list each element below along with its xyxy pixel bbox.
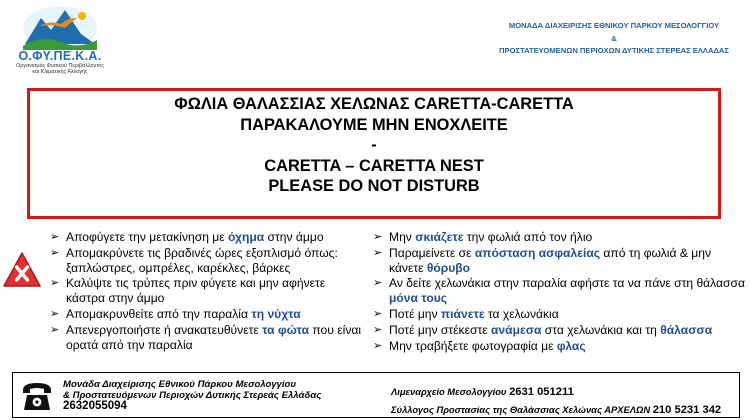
logo-subtitle-2: και Κλιματικής Αλλαγής: [32, 69, 88, 75]
port-authority-contact: Λιμεναρχείο Μεσολογγίου 2631 051211: [391, 386, 574, 398]
footer-org-phone: 2632055094: [63, 400, 127, 413]
rules-list-right: [372, 230, 746, 355]
arrow-bullet-icon: ➢: [373, 339, 383, 352]
archelon-contact: Σύλλογος Προστασίας της Θαλάσσιας Χελώνας ΑΡΧΕΛΩΝ 210 5231 342: [391, 404, 722, 416]
other-contacts: [391, 383, 721, 419]
notice-line-4: CARETTA – CARETTA NEST: [264, 156, 484, 175]
rule-item: ➢ Καλύψτε τις τρύπες πριν φύγετε και μην αφήνετε κάστρα στην άμμο: [50, 276, 326, 306]
arrow-bullet-icon: ➢: [373, 323, 383, 336]
warning-triangle-icon: [2, 251, 42, 289]
rule-item: ➢ Απομακρυνθείτε από την παραλία τη νύχτα: [50, 307, 301, 322]
rule-item: ➢ Απομακρύνετε τις βραδινές ώρες εξοπλισμό όπως: ξαπλώστρες, ομπρέλες, καρέκλες, βάρκες: [50, 245, 338, 275]
rule-item: ➢ Απενεργοποιήστε ή ανακατευθύνετε τα φώτα που είναι ορατά από την παραλία: [50, 322, 362, 352]
header-line-1: ΜΟΝΑΔΑ ΔΙΑΧΕΙΡΙΣΗΣ ΕΘΝΙΚΟΥ ΠΑΡΚΟΥ ΜΕΣΟΛΟΓΓΙΟΥ: [508, 21, 720, 30]
rule-item: ➢ Παραμείνετε σε απόσταση ασφαλείας από τη φωλιά & μην κάνετε θόρυβο: [373, 245, 711, 275]
rule-item: ➢ Ποτέ μην στέκεστε ανάμεσα στα χελωνάκια και τη θάλασσα: [373, 322, 713, 337]
arrow-bullet-icon: ➢: [50, 231, 60, 243]
header-line-3: ΠΡΟΣΤΑΤΕΥΟΜΕΝΩΝ ΠΕΡΙΟΧΩΝ ΔΥΤΙΚΗΣ ΣΤΕΡΕΑΣ ΕΛΛΑΔΑΣ: [499, 46, 729, 55]
telephone-icon: [20, 379, 54, 413]
rule-item: ➢ Αποφύγετε την μετακίνηση με όχημα στην άμμο: [50, 230, 324, 244]
notice-line-2: ΠΑΡΑΚΑΛΟΥΜΕ ΜΗΝ ΕΝΟΧΛΕΙΤΕ: [240, 115, 508, 134]
arrow-bullet-icon: ➢: [373, 246, 383, 259]
rule-item: ➢ Αν δείτε χελωνάκια στην παραλία αφήστε τα να πάνε στη θάλασσα μόνα τους: [373, 276, 745, 306]
arrow-bullet-icon: ➢: [373, 231, 383, 243]
rules-list-left: [49, 230, 367, 354]
footer-org-line-1: Μονάδα Διαχείρισης Εθνικού Πάρκου Μεσολογγίου: [63, 379, 297, 390]
rule-item: ➢ Μην σκιάζετε την φωλιά από τον ήλιο: [373, 230, 593, 244]
logo-subtitle-1: Οργανισμός Φυσικού Περιβάλλοντος: [16, 63, 104, 69]
notice-line-1: ΦΩΛΙΑ ΘΑΛΑΣΣΙΑΣ ΧΕΛΩΝΑΣ CARETTA-CARETTA: [174, 95, 574, 113]
ofypeka-logo: [8, 4, 112, 84]
logo-name: Ο.ΦΥ.ΠΕ.Κ.Α.: [18, 49, 102, 63]
arrow-bullet-icon: ➢: [373, 308, 383, 321]
management-unit-contact: [63, 379, 321, 413]
mountain-bird-emblem: [21, 4, 99, 50]
rule-item: ➢ Μην τραβήξετε φωτογραφία με φλας: [373, 338, 586, 353]
arrow-bullet-icon: ➢: [50, 323, 60, 336]
authority-header: [478, 20, 750, 58]
arrow-bullet-icon: ➢: [50, 308, 60, 321]
arrow-bullet-icon: ➢: [373, 277, 383, 290]
notice-line-3: -: [371, 136, 377, 155]
notice-line-5: PLEASE DO NOT DISTURB: [268, 177, 480, 196]
footer-org-line-2: & Προστατευόμενων Περιοχών Δυτικής Στερεάς Ελλάδας: [63, 390, 322, 402]
header-line-2: &: [611, 33, 617, 43]
rule-item: ➢ Ποτέ μην πιάνετε τα χελωνάκια: [373, 307, 559, 322]
nest-notice-box: [27, 88, 721, 219]
contact-footer: [12, 372, 740, 418]
arrow-bullet-icon: ➢: [50, 277, 60, 290]
arrow-bullet-icon: ➢: [50, 246, 60, 259]
